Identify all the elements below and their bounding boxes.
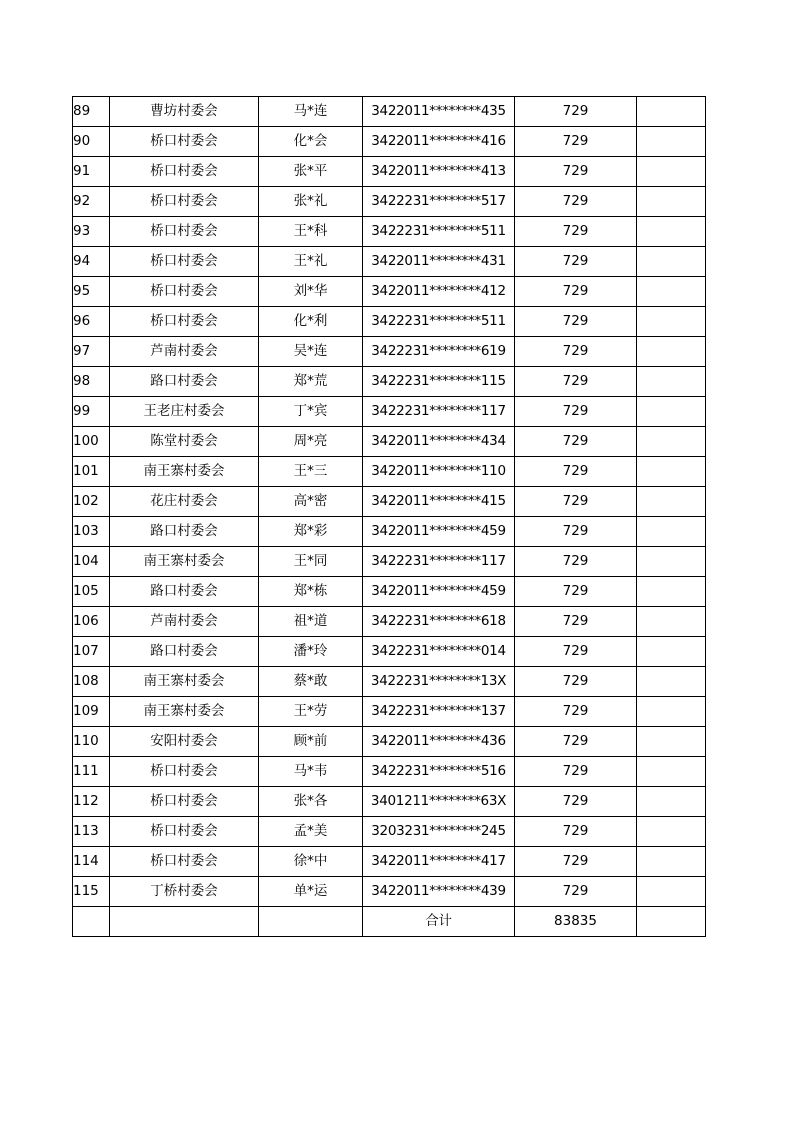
total-label: 合计 (363, 907, 515, 937)
person-name-cell: 孟*美 (259, 817, 363, 847)
table-row (73, 367, 706, 397)
table-row (73, 247, 706, 277)
amount-cell: 729 (515, 127, 637, 157)
village-committee-cell: 南王寨村委会 (110, 547, 259, 577)
id-number-cell: 3203231********245 (363, 817, 515, 847)
note-cell (637, 577, 706, 607)
person-name-cell: 潘*玲 (259, 637, 363, 667)
amount-cell: 729 (515, 757, 637, 787)
id-number-cell: 3422231********516 (363, 757, 515, 787)
id-number-cell: 3422011********434 (363, 427, 515, 457)
note-cell (637, 667, 706, 697)
amount-cell: 729 (515, 667, 637, 697)
amount-cell: 729 (515, 877, 637, 907)
amount-cell: 729 (515, 547, 637, 577)
person-name-cell: 王*劳 (259, 697, 363, 727)
id-number-cell: 3422011********415 (363, 487, 515, 517)
table-row (73, 517, 706, 547)
id-number-cell: 3422011********436 (363, 727, 515, 757)
person-name-cell: 王*同 (259, 547, 363, 577)
id-number-cell: 3422011********110 (363, 457, 515, 487)
person-name-cell: 郑*栋 (259, 577, 363, 607)
row-number-cell: 100 (73, 427, 110, 457)
note-cell (637, 157, 706, 187)
row-number-cell: 109 (73, 697, 110, 727)
id-number-cell: 3422231********517 (363, 187, 515, 217)
village-committee-cell: 安阳村委会 (110, 727, 259, 757)
id-number-cell: 3422231********619 (363, 337, 515, 367)
amount-cell: 729 (515, 457, 637, 487)
village-committee-cell: 路口村委会 (110, 517, 259, 547)
village-committee-cell: 路口村委会 (110, 577, 259, 607)
person-name-cell: 化*利 (259, 307, 363, 337)
note-cell (637, 427, 706, 457)
note-cell (637, 847, 706, 877)
village-committee-cell: 花庄村委会 (110, 487, 259, 517)
row-number-cell: 112 (73, 787, 110, 817)
person-name-cell: 张*各 (259, 787, 363, 817)
id-number-cell: 3422011********431 (363, 247, 515, 277)
person-name-cell: 张*礼 (259, 187, 363, 217)
row-number-cell: 105 (73, 577, 110, 607)
row-number-cell: 89 (73, 97, 110, 127)
note-cell (637, 457, 706, 487)
person-name-cell: 丁*宾 (259, 397, 363, 427)
row-number-cell: 107 (73, 637, 110, 667)
village-committee-cell: 芦南村委会 (110, 337, 259, 367)
village-committee-cell: 桥口村委会 (110, 277, 259, 307)
note-cell (637, 127, 706, 157)
village-committee-cell: 陈堂村委会 (110, 427, 259, 457)
village-committee-cell: 路口村委会 (110, 637, 259, 667)
id-number-cell: 3422231********137 (363, 697, 515, 727)
row-number-cell: 106 (73, 607, 110, 637)
person-name-cell: 马*韦 (259, 757, 363, 787)
total-amount: 83835 (515, 907, 637, 937)
amount-cell: 729 (515, 367, 637, 397)
person-name-cell: 刘*华 (259, 277, 363, 307)
id-number-cell: 3401211********63X (363, 787, 515, 817)
id-number-cell: 3422011********435 (363, 97, 515, 127)
table-row (73, 307, 706, 337)
person-name-cell: 王*礼 (259, 247, 363, 277)
table-row (73, 847, 706, 877)
amount-cell: 729 (515, 847, 637, 877)
row-number-cell: 108 (73, 667, 110, 697)
row-number-cell: 103 (73, 517, 110, 547)
person-name-cell: 马*连 (259, 97, 363, 127)
note-cell (637, 547, 706, 577)
table-row (73, 607, 706, 637)
table-row (73, 127, 706, 157)
village-committee-cell: 丁桥村委会 (110, 877, 259, 907)
note-cell (637, 217, 706, 247)
table-row (73, 547, 706, 577)
row-number-cell: 99 (73, 397, 110, 427)
row-number-cell: 114 (73, 847, 110, 877)
village-committee-cell: 路口村委会 (110, 367, 259, 397)
note-cell (637, 367, 706, 397)
row-number-cell: 98 (73, 367, 110, 397)
row-number-cell: 93 (73, 217, 110, 247)
note-cell (637, 817, 706, 847)
total-name-cell (259, 907, 363, 937)
table-row (73, 337, 706, 367)
table-row (73, 397, 706, 427)
amount-cell: 729 (515, 607, 637, 637)
table-row (73, 787, 706, 817)
note-cell (637, 607, 706, 637)
amount-cell: 729 (515, 727, 637, 757)
row-number-cell: 90 (73, 127, 110, 157)
person-name-cell: 祖*道 (259, 607, 363, 637)
village-committee-cell: 王老庄村委会 (110, 397, 259, 427)
total-row (73, 907, 706, 937)
person-name-cell: 单*运 (259, 877, 363, 907)
row-number-cell: 92 (73, 187, 110, 217)
village-committee-cell: 桥口村委会 (110, 187, 259, 217)
id-number-cell: 3422231********117 (363, 547, 515, 577)
person-name-cell: 郑*荒 (259, 367, 363, 397)
amount-cell: 729 (515, 517, 637, 547)
row-number-cell: 95 (73, 277, 110, 307)
note-cell (637, 337, 706, 367)
village-committee-cell: 南王寨村委会 (110, 457, 259, 487)
row-number-cell: 94 (73, 247, 110, 277)
amount-cell: 729 (515, 487, 637, 517)
amount-cell: 729 (515, 97, 637, 127)
id-number-cell: 3422011********416 (363, 127, 515, 157)
amount-cell: 729 (515, 697, 637, 727)
id-number-cell: 3422011********439 (363, 877, 515, 907)
amount-cell: 729 (515, 577, 637, 607)
amount-cell: 729 (515, 397, 637, 427)
village-committee-cell: 桥口村委会 (110, 157, 259, 187)
table-row (73, 187, 706, 217)
amount-cell: 729 (515, 247, 637, 277)
id-number-cell: 3422231********014 (363, 637, 515, 667)
table-row (73, 637, 706, 667)
note-cell (637, 697, 706, 727)
amount-cell: 729 (515, 217, 637, 247)
table-row (73, 427, 706, 457)
person-name-cell: 王*科 (259, 217, 363, 247)
id-number-cell: 3422231********13X (363, 667, 515, 697)
id-number-cell: 3422231********511 (363, 217, 515, 247)
note-cell (637, 637, 706, 667)
id-number-cell: 3422231********115 (363, 367, 515, 397)
person-name-cell: 张*平 (259, 157, 363, 187)
table-row (73, 817, 706, 847)
note-cell (637, 727, 706, 757)
note-cell (637, 247, 706, 277)
table-row (73, 97, 706, 127)
total-no-cell (73, 907, 110, 937)
table-row (73, 757, 706, 787)
village-committee-cell: 桥口村委会 (110, 307, 259, 337)
note-cell (637, 517, 706, 547)
amount-cell: 729 (515, 817, 637, 847)
total-note-cell (637, 907, 706, 937)
person-name-cell: 周*亮 (259, 427, 363, 457)
table-row (73, 217, 706, 247)
id-number-cell: 3422231********117 (363, 397, 515, 427)
person-name-cell: 郑*彩 (259, 517, 363, 547)
table-row (73, 487, 706, 517)
note-cell (637, 397, 706, 427)
amount-cell: 729 (515, 637, 637, 667)
village-committee-cell: 桥口村委会 (110, 787, 259, 817)
table-row (73, 277, 706, 307)
table-row (73, 667, 706, 697)
recipient-table (72, 96, 706, 937)
total-village-cell (110, 907, 259, 937)
id-number-cell: 3422011********459 (363, 517, 515, 547)
id-number-cell: 3422011********417 (363, 847, 515, 877)
note-cell (637, 307, 706, 337)
table-body (73, 97, 706, 907)
row-number-cell: 104 (73, 547, 110, 577)
person-name-cell: 高*密 (259, 487, 363, 517)
row-number-cell: 91 (73, 157, 110, 187)
amount-cell: 729 (515, 157, 637, 187)
amount-cell: 729 (515, 337, 637, 367)
amount-cell: 729 (515, 787, 637, 817)
village-committee-cell: 芦南村委会 (110, 607, 259, 637)
person-name-cell: 化*会 (259, 127, 363, 157)
table-row (73, 457, 706, 487)
person-name-cell: 顾*前 (259, 727, 363, 757)
note-cell (637, 487, 706, 517)
village-committee-cell: 曹坊村委会 (110, 97, 259, 127)
table-row (73, 877, 706, 907)
village-committee-cell: 桥口村委会 (110, 127, 259, 157)
note-cell (637, 97, 706, 127)
person-name-cell: 徐*中 (259, 847, 363, 877)
row-number-cell: 97 (73, 337, 110, 367)
id-number-cell: 3422011********413 (363, 157, 515, 187)
row-number-cell: 102 (73, 487, 110, 517)
table-row (73, 157, 706, 187)
note-cell (637, 787, 706, 817)
village-committee-cell: 桥口村委会 (110, 217, 259, 247)
note-cell (637, 877, 706, 907)
row-number-cell: 113 (73, 817, 110, 847)
note-cell (637, 187, 706, 217)
id-number-cell: 3422231********511 (363, 307, 515, 337)
village-committee-cell: 南王寨村委会 (110, 667, 259, 697)
table-row (73, 697, 706, 727)
table-row (73, 727, 706, 757)
village-committee-cell: 桥口村委会 (110, 817, 259, 847)
amount-cell: 729 (515, 277, 637, 307)
person-name-cell: 吴*连 (259, 337, 363, 367)
row-number-cell: 96 (73, 307, 110, 337)
amount-cell: 729 (515, 187, 637, 217)
village-committee-cell: 桥口村委会 (110, 847, 259, 877)
amount-cell: 729 (515, 307, 637, 337)
note-cell (637, 277, 706, 307)
amount-cell: 729 (515, 427, 637, 457)
person-name-cell: 蔡*敢 (259, 667, 363, 697)
row-number-cell: 115 (73, 877, 110, 907)
row-number-cell: 110 (73, 727, 110, 757)
row-number-cell: 101 (73, 457, 110, 487)
village-committee-cell: 南王寨村委会 (110, 697, 259, 727)
village-committee-cell: 桥口村委会 (110, 757, 259, 787)
table-row (73, 577, 706, 607)
village-committee-cell: 桥口村委会 (110, 247, 259, 277)
note-cell (637, 757, 706, 787)
person-name-cell: 王*三 (259, 457, 363, 487)
row-number-cell: 111 (73, 757, 110, 787)
id-number-cell: 3422231********618 (363, 607, 515, 637)
id-number-cell: 3422011********459 (363, 577, 515, 607)
id-number-cell: 3422011********412 (363, 277, 515, 307)
